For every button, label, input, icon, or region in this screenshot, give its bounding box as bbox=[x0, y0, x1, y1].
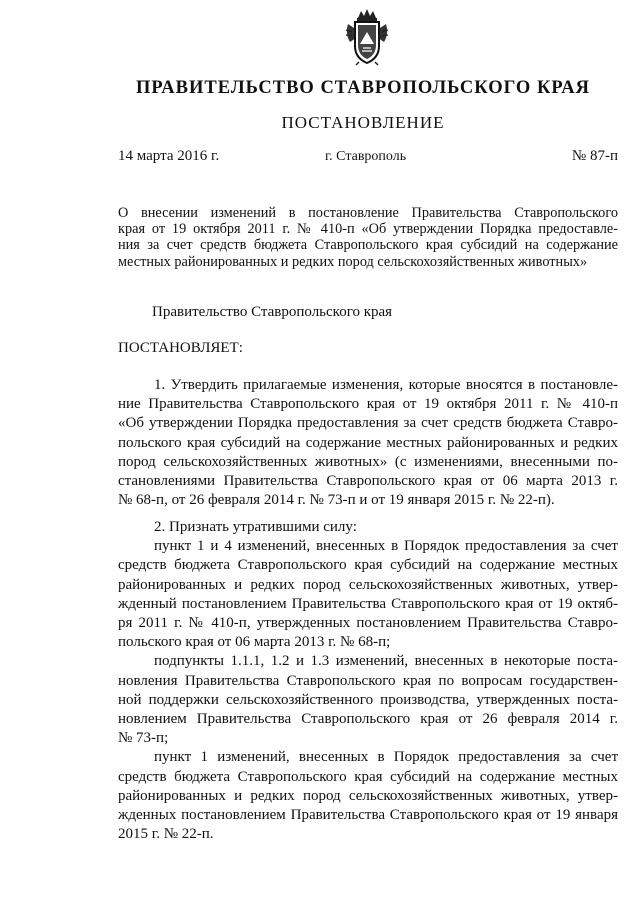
document-number: № 87-п bbox=[571, 148, 618, 164]
text-line: подпункты 1.1.1, 1.2 и 1.3 изменений, внесенных в некоторые поста- bbox=[154, 653, 618, 670]
coat-of-arms-emblem bbox=[344, 8, 390, 66]
text-line: жденный постановлением Правительства Ставропольского края от 19 октяб- bbox=[118, 595, 618, 612]
text-line: районированных и редких пород сельскохозяйственных животных, утвер- bbox=[118, 787, 618, 804]
document-type: ПОСТАНОВЛЕНИЕ bbox=[281, 113, 445, 132]
text-line: пункт 1 и 4 изменений, внесенных в Порядок предоставления за счет bbox=[154, 538, 618, 555]
text-line: ря 2011 г. № 410-п, утвержденных постановлением Правительства Ставро- bbox=[118, 615, 618, 632]
text-line: новления Правительства Ставропольского края по вопросам государствен- bbox=[118, 672, 618, 689]
text-line: пункт 1 изменений, внесенных в Порядок предоставления за счет bbox=[154, 749, 618, 766]
text-line: польского края субсидий на содержание местных районированных и редких bbox=[118, 434, 618, 451]
document-subject bbox=[118, 205, 618, 270]
text-line: становлениями Правительства Ставропольского края от 06 марта 2013 г. bbox=[118, 473, 618, 490]
text-line: «Об утверждении Порядка предоставления за счет средств бюджета Ставро- bbox=[118, 415, 618, 432]
text-line: средств бюджета Ставропольского края субсидий на содержание местных bbox=[118, 768, 618, 785]
text-line: № 73-п; bbox=[118, 730, 169, 747]
text-line: 2. Признать утратившими силу: bbox=[154, 519, 357, 535]
text-line: пород сельскохозяйственных животных» (с изменениями, внесенными по- bbox=[118, 453, 618, 470]
document-meta-row bbox=[118, 148, 618, 168]
text-line: жденных постановлением Правительства Ставропольского края от 19 января bbox=[118, 807, 618, 824]
paragraph-item-1 bbox=[118, 376, 618, 510]
decree-word: ПОСТАНОВЛЯЕТ: bbox=[118, 340, 243, 356]
text-line: средств бюджета Ставропольского края субсидий на содержание местных bbox=[118, 557, 618, 574]
subject-line: местных районированных и редких пород сельскохозяйственных животных» bbox=[118, 253, 588, 270]
document-date: 14 марта 2016 г. bbox=[118, 148, 220, 164]
text-line: районированных и редких пород сельскохозяйственных животных, утвер- bbox=[118, 576, 618, 593]
text-line: 1. Утвердить прилагаемые изменения, которые вносятся в постановле- bbox=[154, 377, 618, 393]
text-line: новлением Правительства Ставропольского края от 26 февраля 2014 г. bbox=[118, 711, 618, 728]
intro-text: Правительство Ставропольского края bbox=[152, 304, 393, 320]
document-city: г. Ставрополь bbox=[325, 149, 407, 164]
subject-line: ния за счет средств бюджета Ставропольского края субсидий на содержание bbox=[118, 237, 618, 254]
paragraph-item-2 bbox=[118, 518, 618, 844]
text-line: ние Правительства Ставропольского края от 19 октября 2011 г. № 410-п bbox=[118, 396, 618, 413]
text-line: 2015 г. № 22-п. bbox=[118, 826, 214, 843]
subject-line: О внесении изменений в постановление Правительства Ставропольского bbox=[118, 205, 618, 221]
text-line: № 68-п, от 26 февраля 2014 г. № 73-п и от 19 января 2015 г. № 22-п). bbox=[118, 492, 555, 509]
government-title: ПРАВИТЕЛЬСТВО СТАВРОПОЛЬСКОГО КРАЯ bbox=[135, 78, 591, 98]
text-line: ной поддержки сельскохозяйственного производства, утвержденных поста- bbox=[118, 691, 618, 708]
subject-line: края от 19 октября 2011 г. № 410-п «Об утверждении Порядка предоставле- bbox=[118, 221, 618, 238]
text-line: польского края от 06 марта 2013 г. № 68-п; bbox=[118, 634, 391, 651]
